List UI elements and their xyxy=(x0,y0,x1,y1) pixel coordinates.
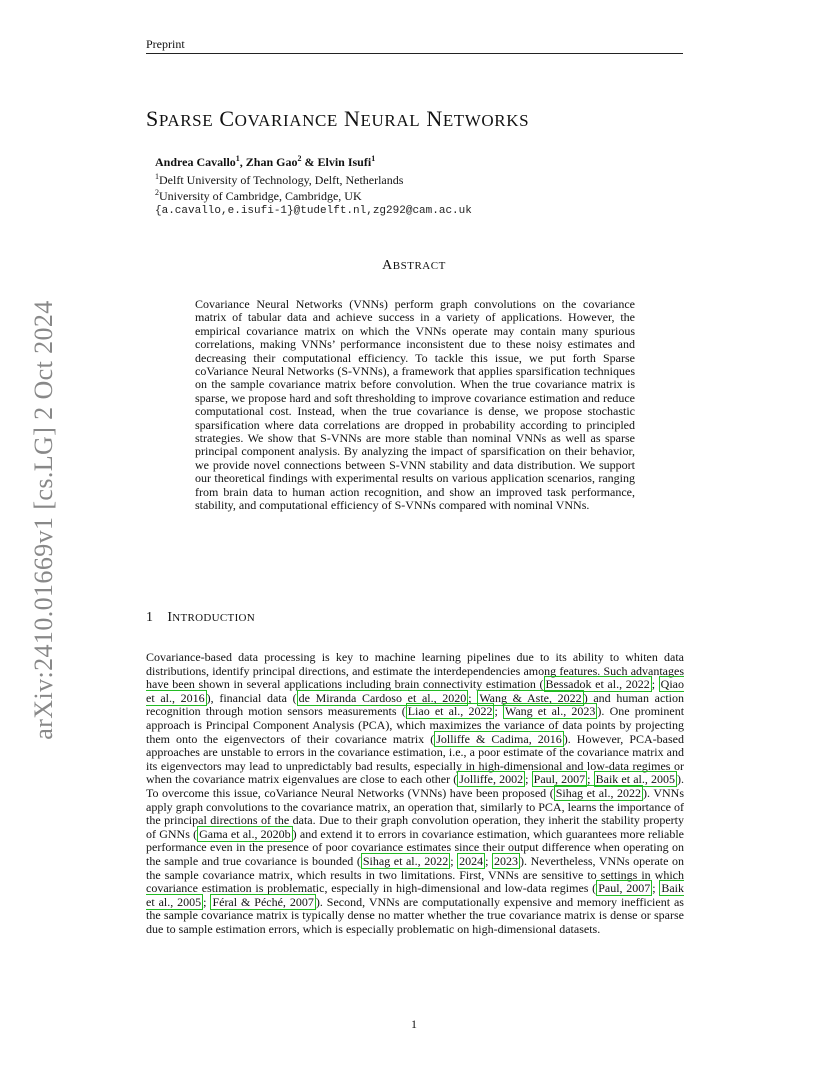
author-name: Elvin Isufi xyxy=(317,155,372,169)
intro-text-segment: ; xyxy=(494,704,503,719)
intro-text-segment: ; xyxy=(485,853,493,868)
citation-link[interactable]: Paul, 2007 xyxy=(533,772,586,787)
citation-link[interactable]: Jolliffe & Cadima, 2016 xyxy=(436,731,562,746)
citation-link[interactable]: Sihag et al., 2022 xyxy=(362,853,449,868)
abstract-text: Covariance Neural Networks (VNNs) perform graph convolutions on the covariance matrix of tabular data and achieve success in a variety of applications. However, the empirical covariance matrix on which the VNNs operate may contain many spurious correlations, making VNNs’ performance inconsistent due to these noisy estimates and decreasing their computational efficiency. To tackle this issue, we put forth Sparse coVariance Neural Networks (S-VNNs), a framework that applies sparsification techniques on the sample covariance matrix before convolution. When the true covariance matrix is sparse, we propose hard and soft thresholding to improve covariance estimation and reduce computational cost. Instead, when the true covariance is dense, we propose stochastic sparsification where data correlations are dropped in probability according to principled strategies. We show that S-VNNs are more stable than nominal VNNs as well as sparse principal component analysis. By analyzing the impact of sparsification on their behavior, we provide novel connections between S-VNN stability and data distribution. We support our theoretical findings with experimental results on various application scenarios, ranging from brain data to human action recognition, and show an improved task performance, stability, and computational efficiency of S-VNNs compared with nominal VNNs. xyxy=(195,297,635,513)
affiliation-text: University of Cambridge, Cambridge, UK xyxy=(159,189,362,203)
citation-link[interactable]: 2023 xyxy=(494,853,519,868)
intro-text-segment: ; xyxy=(652,881,660,896)
affiliation xyxy=(155,173,403,188)
intro-text-segment: Covariance-based data processing is key to machine learning pipelines due to its ability to whiten data distributions, identify principal directions, and estimate the interdependencies among features. Such advantages have been shown in several applications including brain connectivity estimation ( xyxy=(146,650,684,692)
citation-link[interactable]: Baik et al., 2005 xyxy=(595,772,676,787)
page-number: 1 xyxy=(411,1017,417,1031)
affiliation-sup: 2 xyxy=(155,188,159,197)
citation-link[interactable]: Wang & Aste, 2022 xyxy=(479,690,582,705)
intro-text-segment: ), financial data ( xyxy=(206,690,297,705)
citation-link[interactable]: Féral & Péché, 2007 xyxy=(212,894,314,909)
section-heading xyxy=(146,610,255,626)
section-title: INTRODUCTION xyxy=(167,610,256,625)
affiliation xyxy=(155,189,362,204)
intro-text-segment: ). To overcome this issue, coVariance Neural Networks (VNNs) have been proposed ( xyxy=(146,772,685,800)
citation-link[interactable]: Jolliffe, 2002 xyxy=(459,772,524,787)
citation-link[interactable]: Bessadok et al., 2022 xyxy=(545,677,650,692)
citation-link[interactable]: Wang et al., 2023 xyxy=(504,704,596,719)
intro-text-segment: ). However, PCA-based approaches are unstable to errors in the covariance estimation, i.e., a poor estimate of the covariance matrix and its eigenvectors may lead to unpredictably bad results, especially in high-dimensional and low-data regimes or when the covariance matrix eigenvalues are close to each other ( xyxy=(146,731,684,787)
intro-text-segment: ). One prominent approach is Principal Component Analysis (PCA), which maximizes the variance of data points by projecting them onto the eigenvectors of their covariance matrix ( xyxy=(146,704,685,746)
intro-text-segment: ). Nevertheless, VNNs operate on the sample covariance matrix, which results in two limitations. First, VNNs are sensitive to settings in which covariance estimation is problematic, especially in high-dimensional and low-data regimes ( xyxy=(146,853,684,896)
author-name: Zhan Gao xyxy=(245,155,298,169)
citation-link[interactable]: Liao et al., 2022 xyxy=(407,704,493,719)
author-list: Andrea Cavallo$^1$, Zhan Gao$^2$ & Elvin Isufi$^1$ xyxy=(155,154,376,169)
citation-link[interactable]: Baik et al., 2005 xyxy=(146,881,685,909)
section-number: 1 xyxy=(146,610,154,625)
citation-link[interactable]: Paul, 2007 xyxy=(598,881,651,896)
author-sup: 1 xyxy=(371,154,376,163)
affiliation-text: Delft University of Technology, Delft, Netherlands xyxy=(159,173,404,187)
paper-title: SPARSE COVARIANCE NEURAL NETWORKS xyxy=(146,106,530,131)
email-line: {a.cavallo,e.isufi-1}@tudelft.nl,zg292@cam.ac.uk xyxy=(155,205,472,217)
intro-text-segment: ; xyxy=(587,772,594,787)
intro-text-segment: ) and extend it to errors in covariance estimation, which guarantees more reliable performance even in the presence of poor covariance estimates since their output difference when operating on the sample and true covariance is bounded ( xyxy=(146,826,684,868)
citation-link[interactable]: de Miranda Cardoso et al., 2020 xyxy=(298,690,467,705)
intro-text-segment: ). Second, VNNs are computationally expensive and memory inefficient as the sample covariance matrix is typically dense no matter whether the true covariance matrix is dense or sparse due to sample estimation errors, which is especially problematic on high-dimensional datasets. xyxy=(146,894,684,936)
abstract-heading: ABSTRACT xyxy=(382,258,446,273)
intro-paragraph xyxy=(146,651,684,936)
citation-link[interactable]: Sihag et al., 2022 xyxy=(555,785,641,800)
citation-link[interactable]: 2024 xyxy=(459,853,484,868)
author-sup: 2 xyxy=(297,154,302,163)
citation-link[interactable]: Qiao et al., 2016 xyxy=(146,677,684,705)
header-rule xyxy=(146,53,683,54)
intro-text-segment: ) and human action recognition through motion sensors measurements ( xyxy=(146,690,685,719)
intro-text-segment: ; xyxy=(203,894,211,909)
author-sup: 1 xyxy=(235,154,240,163)
intro-text-segment: ; xyxy=(651,677,659,692)
author-name: Andrea Cavallo xyxy=(155,155,236,169)
intro-text-segment: ; xyxy=(468,690,478,705)
citation-link[interactable]: Gama et al., 2020b xyxy=(199,826,291,841)
arxiv-stamp: arXiv:2410.01669v1 [cs.LG] 2 Oct 2024 xyxy=(29,300,58,740)
intro-text-segment: ; xyxy=(450,853,458,868)
intro-text-segment: ; xyxy=(525,772,532,787)
intro-text-segment: ). VNNs apply graph convolutions to the covariance matrix, an operation that, similarly to PCA, learns the importance of the principal directions of the data. Due to their graph convolution operation, they inherit the stability property of GNNs ( xyxy=(146,785,684,841)
header-label: Preprint xyxy=(146,37,185,51)
affiliation-sup: 1 xyxy=(155,172,159,181)
